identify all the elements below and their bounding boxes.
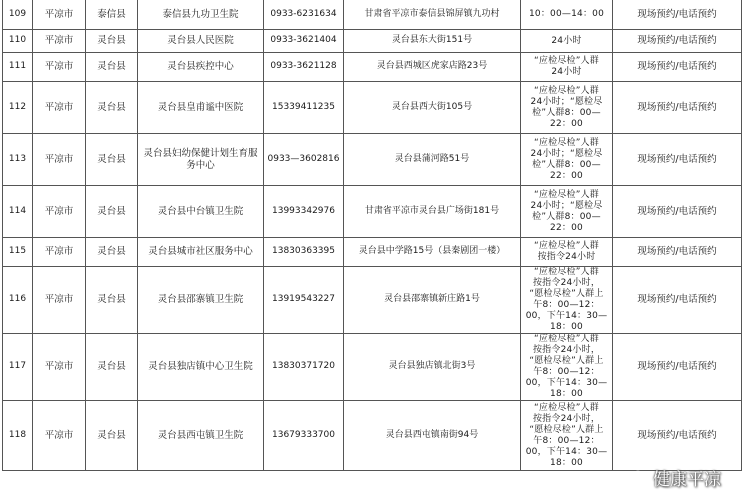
table-row — [3, 334, 742, 401]
cell-number: 117 — [3, 334, 33, 401]
cell-county: 灵台县 — [86, 30, 138, 53]
cell-city: 平凉市 — [33, 30, 86, 53]
cell-hours: 24小时 — [521, 30, 613, 53]
cell-address: 灵台县西屯镇南街94号 — [344, 401, 521, 471]
watermark-text: 健康平凉 — [653, 470, 721, 490]
cell-number: 111 — [3, 53, 33, 82]
cell-site: 灵台县疾控中心 — [138, 53, 264, 82]
table-row — [3, 267, 742, 334]
cell-hours: “应检尽检”人群 按指令24小时， “愿检尽检”人群上 午8：00—12： 00，下午14：30— 18：00 — [521, 401, 613, 471]
cell-method: 现场预约/电话预约 — [613, 334, 742, 401]
cell-phone: 0933-3621404 — [264, 30, 344, 53]
cell-site: 灵台县人民医院 — [138, 30, 264, 53]
cell-county: 灵台县 — [86, 82, 138, 134]
cell-phone: 13919543227 — [264, 267, 344, 334]
cell-number: 112 — [3, 82, 33, 134]
cell-hours: “应检尽检”人群 24小时；“愿检尽 检”人群8：00— 22：00 — [521, 134, 613, 186]
cell-city: 平凉市 — [33, 0, 86, 30]
table-row — [3, 238, 742, 267]
cell-address: 灵台县东大街151号 — [344, 30, 521, 53]
cell-address: 灵台县独店镇北街3号 — [344, 334, 521, 401]
cell-number: 118 — [3, 401, 33, 471]
cell-phone: 13993342976 — [264, 186, 344, 238]
cell-method: 现场预约/电话预约 — [613, 0, 742, 30]
cell-number: 110 — [3, 30, 33, 53]
cell-phone: 0933—3602816 — [264, 134, 344, 186]
cell-number: 114 — [3, 186, 33, 238]
watermark — [631, 465, 721, 490]
cell-phone: 13679333700 — [264, 401, 344, 471]
cell-address: 灵台县西大街105号 — [344, 82, 521, 134]
cell-address: 甘肃省平凉市灵台县广场街181号 — [344, 186, 521, 238]
cell-phone: 15339411235 — [264, 82, 344, 134]
cell-address: 灵台县邵寨镇新庄路1号 — [344, 267, 521, 334]
cell-hours: 10：00—14：00 — [521, 0, 613, 30]
cell-city: 平凉市 — [33, 186, 86, 238]
cell-method: 现场预约/电话预约 — [613, 267, 742, 334]
cell-hours: “应检尽检”人群 按指令24小时， “愿检尽检”人群上 午8：00—12： 00，下午14：30— 18：00 — [521, 334, 613, 401]
cell-county: 灵台县 — [86, 186, 138, 238]
cell-site: 灵台县皇甫谧中医院 — [138, 82, 264, 134]
cell-county: 灵台县 — [86, 238, 138, 267]
cell-city: 平凉市 — [33, 53, 86, 82]
table-row — [3, 186, 742, 238]
table-row — [3, 53, 742, 82]
table-row — [3, 401, 742, 471]
cell-city: 平凉市 — [33, 401, 86, 471]
cell-county: 灵台县 — [86, 267, 138, 334]
cell-county: 灵台县 — [86, 334, 138, 401]
cell-number: 116 — [3, 267, 33, 334]
cell-site: 灵台县妇幼保健计划生育服务中心 — [138, 134, 264, 186]
cell-hours: “应检尽检”人群 按指令24小时， “愿检尽检”人群上 午8：00—12： 00，下午14：30— 18：00 — [521, 267, 613, 334]
cell-address: 灵台县中学路15号（县秦剧团一楼） — [344, 238, 521, 267]
cell-number: 113 — [3, 134, 33, 186]
cell-phone: 0933-3621128 — [264, 53, 344, 82]
wechat-icon — [631, 470, 649, 486]
cell-address: 甘肃省平凉市泰信县锦屏镇九功村 — [344, 0, 521, 30]
testing-sites-table — [2, 0, 742, 471]
cell-method: 现场预约/电话预约 — [613, 30, 742, 53]
table-row — [3, 134, 742, 186]
cell-site: 灵台县邵寨镇卫生院 — [138, 267, 264, 334]
cell-site: 灵台县城市社区服务中心 — [138, 238, 264, 267]
cell-number: 115 — [3, 238, 33, 267]
cell-county: 灵台县 — [86, 401, 138, 471]
cell-site: 灵台县独店镇中心卫生院 — [138, 334, 264, 401]
cell-county: 灵台县 — [86, 53, 138, 82]
cell-county: 灵台县 — [86, 134, 138, 186]
table-row — [3, 0, 742, 30]
cell-phone: 0933-6231634 — [264, 0, 344, 30]
cell-city: 平凉市 — [33, 267, 86, 334]
cell-city: 平凉市 — [33, 334, 86, 401]
cell-number: 109 — [3, 0, 33, 30]
cell-site: 泰信县九功卫生院 — [138, 0, 264, 30]
cell-site: 灵台县西屯镇卫生院 — [138, 401, 264, 471]
table-row — [3, 30, 742, 53]
table-row — [3, 82, 742, 134]
cell-address: 灵台县西城区虎家店路23号 — [344, 53, 521, 82]
cell-method: 现场预约/电话预约 — [613, 82, 742, 134]
cell-method: 现场预约/电话预约 — [613, 401, 742, 471]
cell-method: 现场预约/电话预约 — [613, 134, 742, 186]
cell-hours: “应检尽检”人群 按指令24小时 — [521, 238, 613, 267]
cell-city: 平凉市 — [33, 134, 86, 186]
cell-city: 平凉市 — [33, 238, 86, 267]
cell-hours: “应检尽检”人群 24小时 — [521, 53, 613, 82]
cell-city: 平凉市 — [33, 82, 86, 134]
cell-hours: “应检尽检”人群 24小时；“愿检尽 检”人群8：00— 22：00 — [521, 82, 613, 134]
cell-phone: 13830371720 — [264, 334, 344, 401]
cell-method: 现场预约/电话预约 — [613, 53, 742, 82]
cell-method: 现场预约/电话预约 — [613, 238, 742, 267]
cell-phone: 13830363395 — [264, 238, 344, 267]
cell-address: 灵台县蒲河路51号 — [344, 134, 521, 186]
cell-county: 泰信县 — [86, 0, 138, 30]
cell-site: 灵台县中台镇卫生院 — [138, 186, 264, 238]
cell-method: 现场预约/电话预约 — [613, 186, 742, 238]
cell-hours: “应检尽检”人群 24小时；“愿检尽 检”人群8：00— 22：00 — [521, 186, 613, 238]
